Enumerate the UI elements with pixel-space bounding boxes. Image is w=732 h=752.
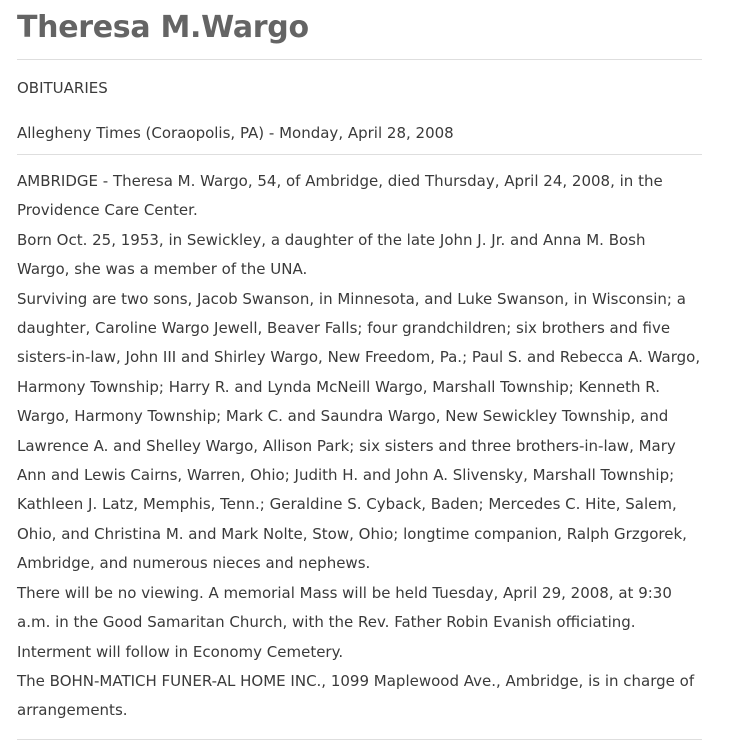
publication-source: Allegheny Times (Coraopolis, PA) - Monday, April 28, 2008 (17, 124, 454, 142)
title-divider (17, 59, 702, 60)
article-paragraph: The BOHN-MATICH FUNER-AL HOME INC., 1099 Maplewood Ave., Ambridge, is in charge of arrangements. (17, 671, 695, 720)
section-label: OBITUARIES (17, 79, 108, 97)
article-body (17, 167, 702, 726)
article-paragraph: There will be no viewing. A memorial Mass will be held Tuesday, April 29, 2008, at 9:30 a.m. in the Good Samaritan Church, with the Rev. Father Robin Evanish officiating. Interment will follow in Economy Cemetery. (17, 583, 672, 661)
article-paragraph: Born Oct. 25, 1953, in Sewickley, a daughter of the late John J. Jr. and Anna M. Bosh Wargo, she was a member of the UNA. (17, 230, 646, 279)
meta-divider (17, 154, 702, 155)
article-paragraph: AMBRIDGE - Theresa M. Wargo, 54, of Ambridge, died Thursday, April 24, 2008, in the Providence Care Center. (17, 172, 663, 220)
footer-divider (17, 739, 702, 740)
article-paragraph: Surviving are two sons, Jacob Swanson, in Minnesota, and Luke Swanson, in Wisconsin; a daughter, Caroline Wargo Jewell, Beaver Falls; four grandchildren; six brothers and five sisters-in-law, John III and Shirley Wargo, New Freedom, Pa.; Paul S. and Rebecca A. Wargo, Harmony Township; Harry R. and Lynda McNeill Wargo, Marshall Township; Kenneth R. Wargo, Harmony Township; Mark C. and Saundra Wargo, New Sewickley Township, and Lawrence A. and Shelley Wargo, Allison Park; six sisters and three brothers-in-law, Mary Ann and Lewis Cairns, Warren, Ohio; Judith H. and John A. Slivensky, Marshall Township; Kathleen J. Latz, Memphis, Tenn.; Geraldine S. Cyback, Baden; Mercedes C. Hite, Salem, Ohio, and Christina M. and Mark Nolte, Stow, Ohio; longtime companion, Ralph Grzgorek, Ambridge, and numerous nieces and nephews. (17, 289, 701, 573)
page-title: Theresa M.Wargo (17, 10, 309, 45)
